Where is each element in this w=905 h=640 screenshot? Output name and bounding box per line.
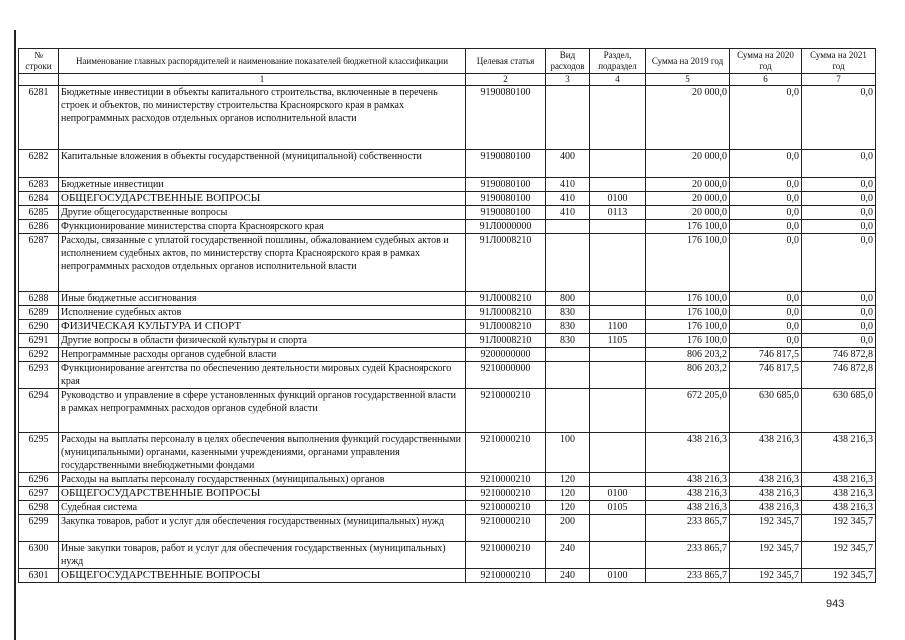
row-target: 9210000210 [466, 389, 546, 433]
table-row [19, 234, 876, 292]
row-name: ОБЩЕГОСУДАРСТВЕННЫЕ ВОПРОСЫ [59, 487, 466, 501]
row-section: 1100 [590, 320, 646, 334]
row-sum-2021: 746 872,8 [802, 348, 876, 362]
row-name: Функционирование агентства по обеспечению деятельности мировых судей Красноярского края [59, 362, 466, 389]
row-sum-2021: 0,0 [802, 150, 876, 178]
row-number: 6297 [19, 487, 59, 501]
row-section: 0100 [590, 569, 646, 583]
row-sum-2019: 20 000,0 [646, 192, 730, 206]
row-sum-2019: 176 100,0 [646, 334, 730, 348]
row-sum-2020: 438 216,3 [730, 433, 802, 473]
row-section [590, 473, 646, 487]
row-sum-2019: 176 100,0 [646, 234, 730, 292]
row-number: 6300 [19, 542, 59, 569]
row-number: 6291 [19, 334, 59, 348]
row-section [590, 348, 646, 362]
row-sum-2021: 0,0 [802, 292, 876, 306]
row-sum-2020: 746 817,5 [730, 348, 802, 362]
row-sum-2020: 438 216,3 [730, 473, 802, 487]
row-name: Расходы на выплаты персоналу государственных (муниципальных) органов [59, 473, 466, 487]
table-row [19, 473, 876, 487]
row-section [590, 362, 646, 389]
row-type: 120 [546, 487, 590, 501]
table-row [19, 348, 876, 362]
row-target: 9190080100 [466, 192, 546, 206]
row-sum-2019: 20 000,0 [646, 86, 730, 150]
row-name: Руководство и управление в сфере установленных функций органов государственной власти в рамках непрограммных расходов органов судебной власти [59, 389, 466, 433]
row-number: 6301 [19, 569, 59, 583]
row-type: 830 [546, 306, 590, 320]
row-sum-2021: 0,0 [802, 192, 876, 206]
row-sum-2020: 0,0 [730, 178, 802, 192]
row-section: 1105 [590, 334, 646, 348]
row-number: 6284 [19, 192, 59, 206]
row-target: 91Л0000000 [466, 220, 546, 234]
column-number-row [19, 74, 876, 86]
column-number: 6 [730, 74, 802, 86]
header-target: Целевая статья [466, 49, 546, 74]
row-name: Иные бюджетные ассигнования [59, 292, 466, 306]
table-row [19, 334, 876, 348]
row-sum-2021: 0,0 [802, 334, 876, 348]
table-row [19, 487, 876, 501]
row-type: 120 [546, 501, 590, 515]
row-section [590, 515, 646, 542]
header-row-number: № строки [19, 49, 59, 74]
row-number: 6281 [19, 86, 59, 150]
row-sum-2020: 746 817,5 [730, 362, 802, 389]
row-number: 6294 [19, 389, 59, 433]
row-number: 6289 [19, 306, 59, 320]
table-row [19, 433, 876, 473]
row-number: 6285 [19, 206, 59, 220]
left-margin-line [14, 30, 16, 640]
row-target: 9210000210 [466, 501, 546, 515]
row-sum-2020: 192 345,7 [730, 515, 802, 542]
row-name: ОБЩЕГОСУДАРСТВЕННЫЕ ВОПРОСЫ [59, 192, 466, 206]
row-sum-2021: 0,0 [802, 206, 876, 220]
row-sum-2020: 0,0 [730, 306, 802, 320]
row-sum-2020: 192 345,7 [730, 542, 802, 569]
row-type [546, 389, 590, 433]
row-target: 9190080100 [466, 86, 546, 150]
row-sum-2021: 192 345,7 [802, 569, 876, 583]
row-type: 240 [546, 542, 590, 569]
table-row [19, 292, 876, 306]
row-sum-2019: 438 216,3 [646, 487, 730, 501]
row-name: Бюджетные инвестиции [59, 178, 466, 192]
row-name: Исполнение судебных актов [59, 306, 466, 320]
row-type: 410 [546, 192, 590, 206]
row-type: 200 [546, 515, 590, 542]
row-sum-2019: 806 203,2 [646, 362, 730, 389]
row-target: 9210000210 [466, 487, 546, 501]
row-target: 9210000210 [466, 515, 546, 542]
row-sum-2021: 0,0 [802, 234, 876, 292]
row-sum-2019: 233 865,7 [646, 569, 730, 583]
row-name: Судебная система [59, 501, 466, 515]
table-header-row [19, 49, 876, 74]
row-type [546, 220, 590, 234]
row-sum-2021: 630 685,0 [802, 389, 876, 433]
row-sum-2019: 176 100,0 [646, 220, 730, 234]
row-name: Иные закупки товаров, работ и услуг для обеспечения государственных (муниципальных) нужд [59, 542, 466, 569]
header-name: Наименование главных распорядителей и наименование показателей бюджетной классификации [59, 49, 466, 74]
row-target: 9210000210 [466, 433, 546, 473]
row-number: 6290 [19, 320, 59, 334]
row-type: 800 [546, 292, 590, 306]
row-sum-2020: 0,0 [730, 192, 802, 206]
row-section [590, 292, 646, 306]
page-number: 943 [826, 598, 845, 610]
table-row [19, 192, 876, 206]
row-name: Другие общегосударственные вопросы [59, 206, 466, 220]
row-sum-2019: 233 865,7 [646, 515, 730, 542]
row-target: 9210000210 [466, 569, 546, 583]
row-sum-2020: 0,0 [730, 320, 802, 334]
row-number: 6283 [19, 178, 59, 192]
row-sum-2020: 0,0 [730, 234, 802, 292]
row-number: 6288 [19, 292, 59, 306]
row-section [590, 86, 646, 150]
row-sum-2019: 20 000,0 [646, 206, 730, 220]
row-section [590, 150, 646, 178]
row-type: 830 [546, 334, 590, 348]
row-target: 9210000210 [466, 473, 546, 487]
row-sum-2020: 438 216,3 [730, 501, 802, 515]
row-type: 410 [546, 178, 590, 192]
row-type [546, 348, 590, 362]
row-sum-2020: 0,0 [730, 292, 802, 306]
row-sum-2021: 0,0 [802, 320, 876, 334]
table-row [19, 206, 876, 220]
row-type [546, 362, 590, 389]
row-sum-2019: 176 100,0 [646, 306, 730, 320]
table-row [19, 542, 876, 569]
header-section: Раздел, подраздел [590, 49, 646, 74]
row-name: Закупка товаров, работ и услуг для обеспечения государственных (муниципальных) нужд [59, 515, 466, 542]
row-name: ФИЗИЧЕСКАЯ КУЛЬТУРА И СПОРТ [59, 320, 466, 334]
row-section: 0100 [590, 192, 646, 206]
row-name: Расходы на выплаты персоналу в целях обеспечения выполнения функций государственными (муниципальными) органами, казенными учреждениями, органами управления государственными внебюджетными фондами [59, 433, 466, 473]
table-row [19, 515, 876, 542]
row-target: 91Л0008210 [466, 320, 546, 334]
row-number: 6298 [19, 501, 59, 515]
row-type: 100 [546, 433, 590, 473]
row-sum-2020: 0,0 [730, 86, 802, 150]
column-number: 1 [59, 74, 466, 86]
row-name: Капитальные вложения в объекты государственной (муниципальной) собственности [59, 150, 466, 178]
row-section [590, 220, 646, 234]
row-section: 0100 [590, 487, 646, 501]
row-target: 9210000210 [466, 542, 546, 569]
row-type: 410 [546, 206, 590, 220]
row-type [546, 234, 590, 292]
row-section [590, 433, 646, 473]
row-target: 9190080100 [466, 206, 546, 220]
row-section [590, 306, 646, 320]
column-number: 4 [590, 74, 646, 86]
row-sum-2021: 0,0 [802, 86, 876, 150]
row-name: Бюджетные инвестиции в объекты капитального строительства, включенные в перечень строек и объектов, по министерству строительства Красноярского края в рамках непрограммных расходов отдельных органов исполнительной власти [59, 86, 466, 150]
row-sum-2021: 438 216,3 [802, 473, 876, 487]
row-sum-2020: 0,0 [730, 334, 802, 348]
header-sum-2019: Сумма на 2019 год [646, 49, 730, 74]
row-number: 6296 [19, 473, 59, 487]
row-sum-2019: 233 865,7 [646, 542, 730, 569]
row-sum-2019: 672 205,0 [646, 389, 730, 433]
row-sum-2021: 438 216,3 [802, 501, 876, 515]
table-row [19, 306, 876, 320]
row-number: 6295 [19, 433, 59, 473]
row-target: 91Л0008210 [466, 234, 546, 292]
row-name: ОБЩЕГОСУДАРСТВЕННЫЕ ВОПРОСЫ [59, 569, 466, 583]
column-number: 7 [802, 74, 876, 86]
row-target: 9210000000 [466, 362, 546, 389]
row-name: Другие вопросы в области физической культуры и спорта [59, 334, 466, 348]
row-type: 240 [546, 569, 590, 583]
column-number: 3 [546, 74, 590, 86]
row-sum-2020: 438 216,3 [730, 487, 802, 501]
row-number: 6286 [19, 220, 59, 234]
table-row [19, 501, 876, 515]
header-type: Вид расходов [546, 49, 590, 74]
column-number [19, 74, 59, 86]
row-sum-2019: 438 216,3 [646, 501, 730, 515]
row-name: Расходы, связанные с уплатой государственной пошлины, обжалованием судебных актов и исполнением судебных актов, по министерству спорта Красноярского края в рамках непрограммных расходов отдельных органов исполнительной власти [59, 234, 466, 292]
row-target: 9200000000 [466, 348, 546, 362]
row-type: 120 [546, 473, 590, 487]
row-section [590, 542, 646, 569]
row-number: 6293 [19, 362, 59, 389]
row-target: 9190080100 [466, 178, 546, 192]
table-row [19, 86, 876, 150]
row-section [590, 178, 646, 192]
row-type [546, 86, 590, 150]
row-target: 91Л0008210 [466, 292, 546, 306]
row-sum-2020: 630 685,0 [730, 389, 802, 433]
column-number: 2 [466, 74, 546, 86]
header-sum-2021: Сумма на 2021 год [802, 49, 876, 74]
row-section: 0113 [590, 206, 646, 220]
row-sum-2020: 0,0 [730, 150, 802, 178]
row-sum-2020: 192 345,7 [730, 569, 802, 583]
row-number: 6299 [19, 515, 59, 542]
row-sum-2021: 438 216,3 [802, 487, 876, 501]
header-sum-2020: Сумма на 2020 год [730, 49, 802, 74]
row-sum-2021: 0,0 [802, 178, 876, 192]
table-row [19, 220, 876, 234]
row-sum-2020: 0,0 [730, 206, 802, 220]
row-sum-2019: 176 100,0 [646, 292, 730, 306]
row-section [590, 389, 646, 433]
table-row [19, 389, 876, 433]
table-row [19, 569, 876, 583]
table-row [19, 150, 876, 178]
row-sum-2021: 192 345,7 [802, 542, 876, 569]
row-sum-2021: 0,0 [802, 306, 876, 320]
row-sum-2019: 20 000,0 [646, 150, 730, 178]
row-target: 9190080100 [466, 150, 546, 178]
table-row [19, 320, 876, 334]
row-number: 6282 [19, 150, 59, 178]
row-target: 91Л0008210 [466, 306, 546, 320]
row-sum-2020: 0,0 [730, 220, 802, 234]
table-row [19, 362, 876, 389]
row-type: 400 [546, 150, 590, 178]
row-sum-2021: 438 216,3 [802, 433, 876, 473]
row-sum-2019: 806 203,2 [646, 348, 730, 362]
row-section: 0105 [590, 501, 646, 515]
row-sum-2021: 192 345,7 [802, 515, 876, 542]
row-sum-2019: 20 000,0 [646, 178, 730, 192]
row-number: 6287 [19, 234, 59, 292]
row-type: 830 [546, 320, 590, 334]
row-number: 6292 [19, 348, 59, 362]
column-number: 5 [646, 74, 730, 86]
row-sum-2021: 0,0 [802, 220, 876, 234]
row-name: Функционирование министерства спорта Красноярского края [59, 220, 466, 234]
budget-table [18, 48, 876, 583]
row-sum-2019: 438 216,3 [646, 473, 730, 487]
row-sum-2021: 746 872,8 [802, 362, 876, 389]
row-sum-2019: 176 100,0 [646, 320, 730, 334]
row-target: 91Л0008210 [466, 334, 546, 348]
table-row [19, 178, 876, 192]
row-name: Непрограммные расходы органов судебной власти [59, 348, 466, 362]
row-sum-2019: 438 216,3 [646, 433, 730, 473]
row-section [590, 234, 646, 292]
